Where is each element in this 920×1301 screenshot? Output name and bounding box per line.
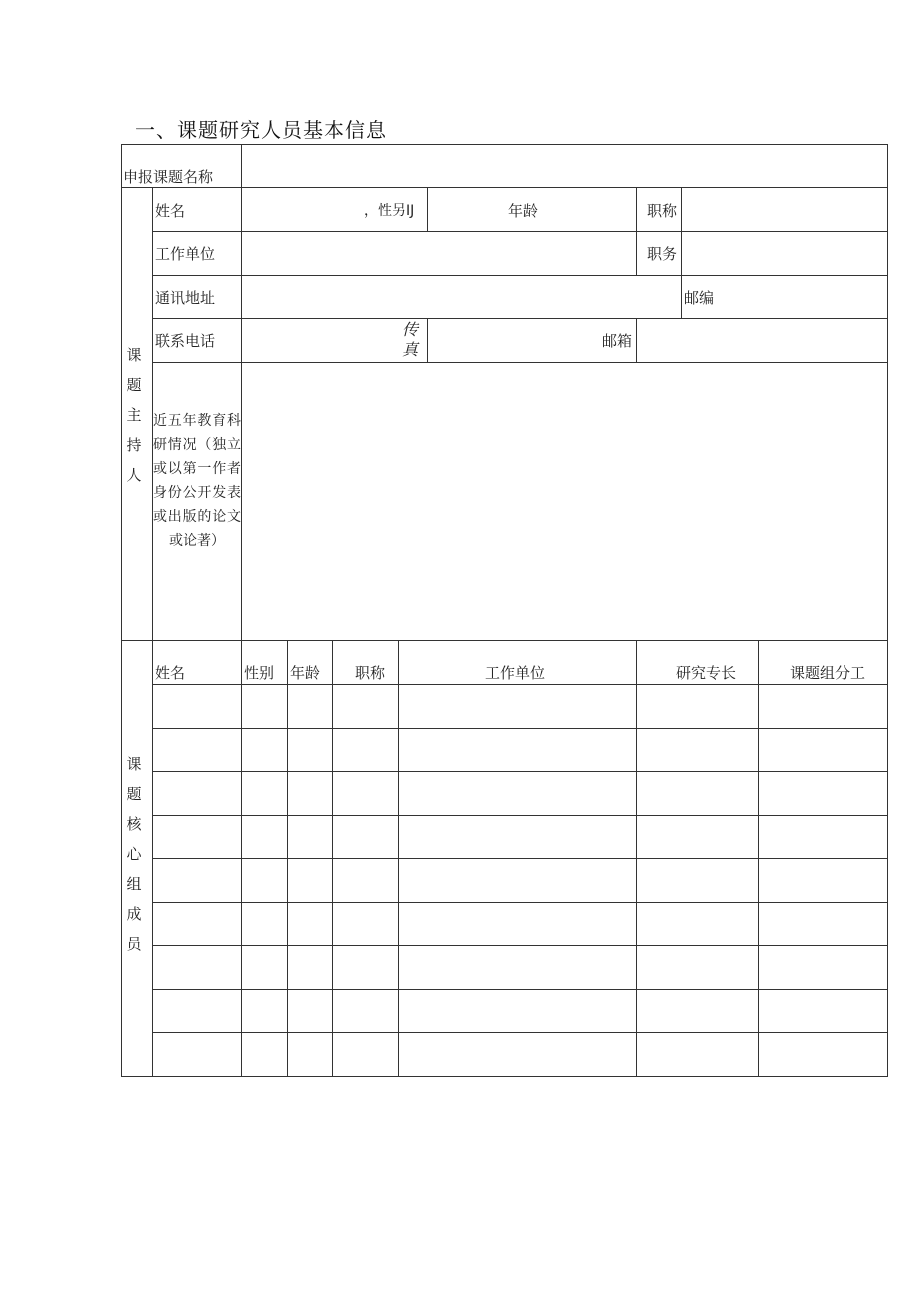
rule	[636, 318, 637, 362]
form-border-left	[121, 144, 122, 1077]
host-position-label: 职务	[647, 245, 678, 263]
core-row-rule	[152, 728, 888, 729]
core-row-rule	[152, 815, 888, 816]
core-col-role: 课题组分工	[790, 664, 866, 682]
core-row-rule	[152, 989, 888, 990]
core-col-rule	[758, 640, 759, 1077]
rule	[121, 187, 888, 188]
host-name-label: 姓名	[155, 202, 186, 220]
rule	[121, 640, 888, 641]
core-row-rule	[152, 684, 888, 685]
host-workplace-label: 工作单位	[155, 245, 216, 263]
core-col-rule	[636, 640, 637, 1077]
research-history-label: 近五年教育科研情况（独立或以第一作者身份公开发表或出版的论文或论著）	[153, 413, 241, 549]
host-gender-label: ，性另IJ	[364, 203, 415, 219]
host-section-label: 课 题 主 持 人	[126, 346, 142, 484]
core-row-rule	[152, 771, 888, 772]
host-phone-label: 联系电话	[155, 332, 216, 350]
rule	[681, 187, 682, 275]
core-col-gender: 性别	[244, 664, 275, 682]
core-col-rule	[241, 640, 242, 1077]
core-col-rule	[332, 640, 333, 1077]
host-age-label: 年龄	[508, 202, 539, 220]
form-border-top	[121, 144, 888, 145]
core-section-label: 课 题 核 心 组 成 员	[126, 755, 142, 953]
core-col-specialty: 研究专长	[676, 664, 737, 682]
project-name-label: 申报课题名称	[123, 168, 214, 186]
core-row-rule	[152, 902, 888, 903]
rule	[152, 275, 888, 276]
rule-section-label	[152, 187, 153, 1077]
host-title-label: 职称	[647, 202, 678, 220]
core-col-rule	[287, 640, 288, 1077]
rule	[152, 362, 888, 363]
form-border-right	[887, 144, 888, 1077]
rule	[241, 144, 242, 641]
core-col-age: 年龄	[290, 664, 321, 682]
form-border-bottom	[121, 1076, 888, 1077]
host-address-label: 通讯地址	[155, 289, 216, 307]
rule	[636, 187, 637, 275]
core-col-workplace: 工作单位	[485, 664, 546, 682]
rule	[427, 187, 428, 231]
rule	[152, 231, 888, 232]
core-row-rule	[152, 945, 888, 946]
core-row-rule	[152, 858, 888, 859]
rule	[427, 318, 428, 362]
core-col-title: 职称	[355, 664, 386, 682]
rule	[152, 318, 888, 319]
rule	[681, 275, 682, 319]
host-fax-label: 传 真	[401, 320, 418, 359]
core-col-rule	[398, 640, 399, 1077]
core-col-name: 姓名	[155, 664, 186, 682]
core-row-rule	[152, 1032, 888, 1033]
host-email-label: 邮箱	[602, 332, 633, 350]
section-title: 一、课题研究人员基本信息	[135, 118, 387, 142]
host-postcode-label: 邮编	[684, 289, 715, 307]
